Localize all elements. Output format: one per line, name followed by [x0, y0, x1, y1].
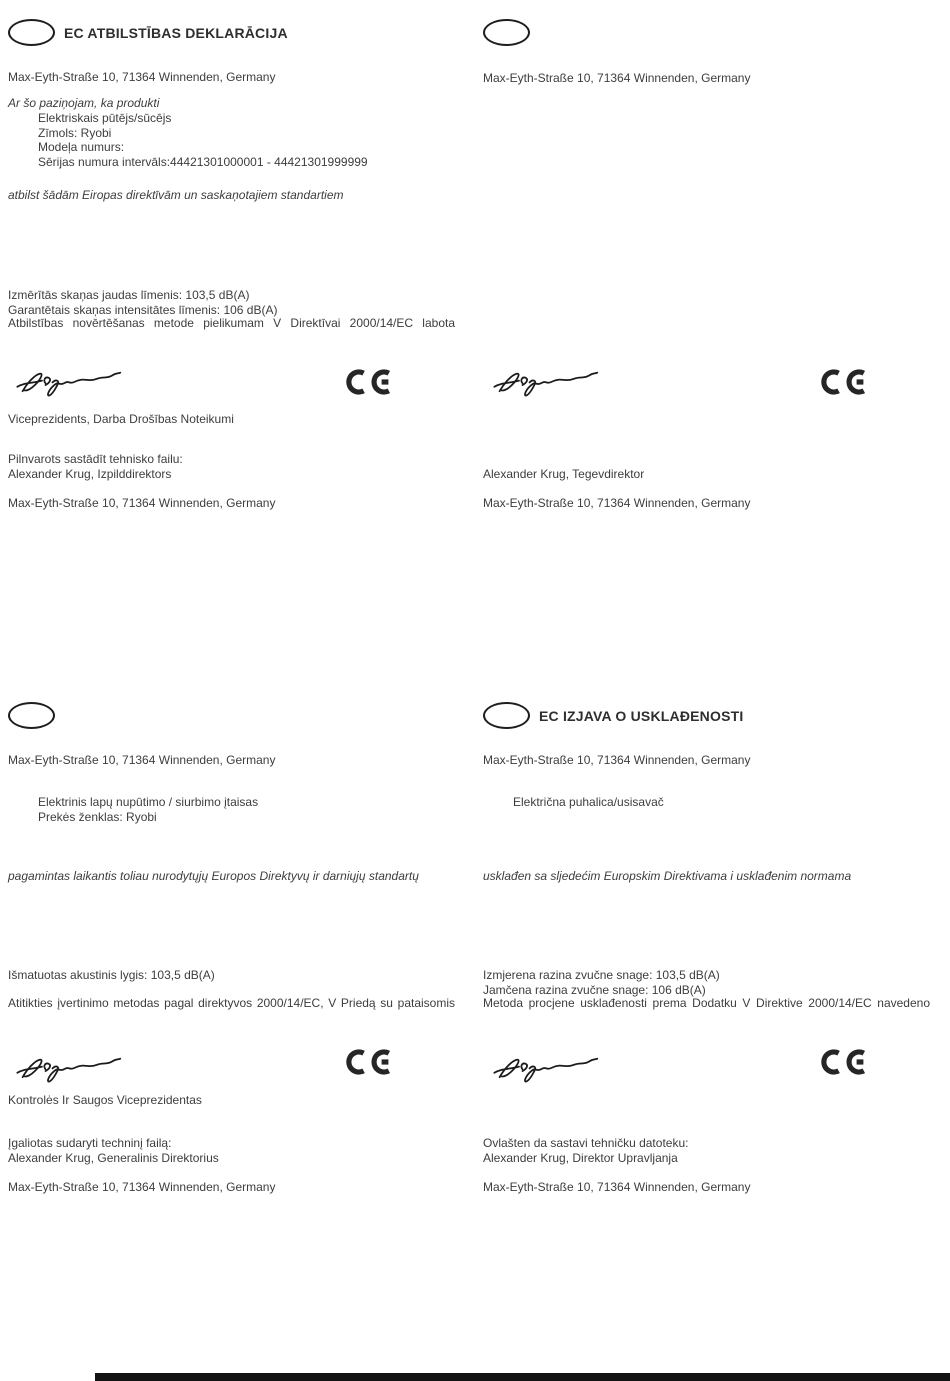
assessment-method: Atbilstības novērtēšanas metode pielikumam V Direktīvai 2000/14/EC labota: [8, 316, 455, 330]
product-line: Sērijas numura intervāls:44421301000001 - 44421301999999: [38, 154, 368, 169]
section-header: [483, 19, 530, 46]
sound-level-line: Garantētais skaņas intensitātes līmenis: 106 dB(A): [8, 302, 278, 317]
oval-badge-icon: [483, 19, 530, 46]
manufacturer-address: Max-Eyth-Straße 10, 71364 Winnenden, Germany: [483, 71, 751, 85]
section-header: [8, 702, 55, 729]
product-line: Elektrinis lapų nupūtimo / siurbimo įtaisas: [38, 795, 259, 809]
company-address: Max-Eyth-Straße 10, 71364 Winnenden, Germany: [483, 1180, 751, 1194]
page-edge-bar: [95, 1373, 950, 1381]
sound-levels: [8, 288, 277, 317]
ce-mark-icon: [819, 1048, 871, 1076]
assessment-method: Metoda procjene usklađenosti prema Dodatku V Direktive 2000/14/EC navedeno: [483, 996, 930, 1010]
authorised-person: Alexander Krug, Direktor Upravljanja: [483, 1150, 678, 1165]
section-title: EC IZJAVA O USKLAĐENOSTI: [539, 707, 744, 724]
section-header: [483, 702, 743, 729]
ce-mark-icon: [344, 1048, 396, 1076]
sound-level-line: Jamčena razina zvučne snage: 106 dB(A): [483, 982, 706, 997]
product-details: [8, 795, 258, 824]
authorised-statement: Ovlašten da sastavi tehničku datoteku:: [483, 1136, 689, 1150]
conformity-statement: pagamintas laikantis toliau nurodytųjų Europos Direktyvų ir darniųjų standartų: [8, 869, 419, 883]
sound-level-line: Izmjerena razina zvučne snage: 103,5 dB(A): [483, 968, 720, 982]
declaration-intro: Ar šo paziņojam, ka produkti: [8, 96, 160, 110]
conformity-statement: usklađen sa sljedećim Europskim Direktivama i usklađenim normama: [483, 869, 852, 883]
product-line: Električna puhalica/usisavač: [513, 795, 664, 809]
product-details: [483, 795, 664, 810]
authorised-statement: Įgaliotas sudaryti techninį failą:: [8, 1136, 172, 1150]
product-details: [8, 111, 368, 169]
sound-level-line: Išmatuotas akustinis lygis: 103,5 dB(A): [8, 968, 215, 982]
authorised-block: [8, 452, 183, 481]
product-line: Zīmols: Ryobi: [38, 125, 112, 140]
company-address: Max-Eyth-Straße 10, 71364 Winnenden, Germany: [483, 496, 751, 510]
section-title: EC ATBILSTĪBAS DEKLARĀCIJA: [64, 24, 288, 41]
authorised-block: [8, 1136, 219, 1165]
ce-mark-icon: [819, 368, 871, 396]
ce-mark-icon: [344, 368, 396, 396]
product-line: Elektriskais pūtējs/sūcējs: [38, 111, 172, 125]
assessment-method: Atitikties įvertinimo metodas pagal direktyvos 2000/14/EC, V Priedą su pataisomis: [8, 996, 455, 1010]
authorised-person: Alexander Krug, Izpilddirektors: [8, 466, 172, 481]
signature-image: [12, 1042, 130, 1086]
signature-image: [489, 356, 607, 400]
oval-badge-icon: [8, 19, 55, 46]
authorised-person: Alexander Krug, Tegevdirektor: [483, 467, 645, 481]
signatory-role: Kontrolės Ir Saugos Viceprezidentas: [8, 1093, 202, 1107]
oval-badge-icon: [483, 702, 530, 729]
sound-levels: [8, 968, 215, 983]
signatory-role: Viceprezidents, Darba Drošības Noteikumi: [8, 412, 234, 426]
authorised-block: [483, 1136, 688, 1165]
product-line: Modeļa numurs:: [38, 140, 125, 154]
company-address: Max-Eyth-Straße 10, 71364 Winnenden, Germany: [8, 496, 276, 510]
company-address: Max-Eyth-Straße 10, 71364 Winnenden, Germany: [8, 1180, 276, 1194]
conformity-statement: atbilst šādām Eiropas direktīvām un saskaņotajiem standartiem: [8, 188, 344, 202]
signature-image: [12, 356, 130, 400]
section-header: [8, 19, 288, 46]
authorised-statement: Pilnvarots sastādīt tehnisko failu:: [8, 452, 183, 466]
manufacturer-address: Max-Eyth-Straße 10, 71364 Winnenden, Germany: [8, 753, 276, 767]
oval-badge-icon: [8, 702, 55, 729]
signature-image: [489, 1042, 607, 1086]
sound-levels: [483, 968, 720, 997]
manufacturer-address: Max-Eyth-Straße 10, 71364 Winnenden, Germany: [483, 753, 751, 767]
sound-level-line: Izmērītās skaņas jaudas līmenis: 103,5 dB(A): [8, 288, 250, 302]
manufacturer-address: Max-Eyth-Straße 10, 71364 Winnenden, Germany: [8, 70, 276, 84]
authorised-person: Alexander Krug, Generalinis Direktorius: [8, 1150, 219, 1165]
product-line: Prekės ženklas: Ryobi: [38, 809, 157, 824]
